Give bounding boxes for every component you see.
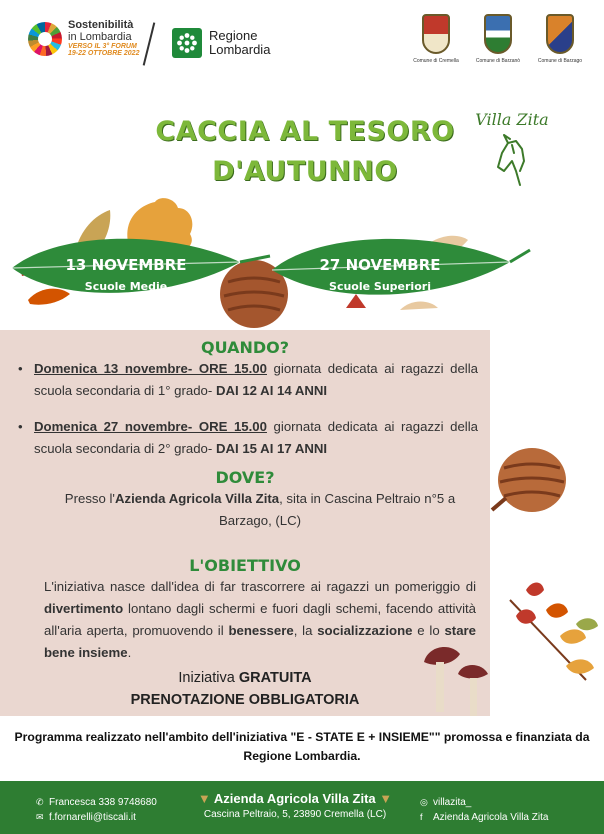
- autumn-branch-icon: [510, 583, 598, 681]
- facebook-icon: f: [420, 812, 423, 822]
- regione-line2: Lombardia: [209, 42, 271, 57]
- program-note: Programma realizzato nell'ambito dell'iniziativa "E - STATE E + INSIEME"" promossa e finanziata da Regione Lombardia.: [14, 730, 590, 763]
- red-leaf-icon: [346, 294, 366, 308]
- comuni-crests: [412, 14, 584, 64]
- crest-caption: Comune di Barzanò: [475, 58, 521, 64]
- dove-text: [40, 488, 480, 532]
- autumn-leaves-band: [0, 190, 604, 330]
- villa-zita-logo: [472, 110, 552, 192]
- sost-line2: in Lombardia: [68, 30, 132, 43]
- regione-text: [209, 29, 270, 58]
- facebook-text: Azienda Agricola Villa Zita: [433, 812, 549, 823]
- obiettivo-text-part: lontano dagli schermi e fuori dagli schemi, facendo attività all'aria aperta, promuovendo il: [44, 601, 476, 638]
- footer-phone: [36, 795, 157, 810]
- footer-company: [180, 791, 410, 820]
- horse-head-icon: [490, 131, 534, 187]
- barzago-shield-icon: [546, 14, 574, 54]
- quando-when: Domenica 27 novembre- ORE 15.00: [34, 419, 267, 434]
- footer-facebook: [420, 810, 548, 825]
- crest-icon: ▼: [379, 791, 393, 806]
- quando-ages: DAI 12 AI 14 ANNI: [215, 383, 328, 398]
- crest-barzago: [536, 14, 584, 64]
- dove-heading: DOVE?: [215, 468, 275, 487]
- villa-zita-name: Villa Zita: [475, 110, 549, 129]
- date-right: 27 NOVEMBRE: [319, 256, 441, 274]
- title-line2: D'AUTUNNO: [212, 156, 398, 187]
- iniziativa-line: [0, 670, 490, 686]
- quando-item: [18, 358, 478, 402]
- bullet-icon: •: [18, 361, 23, 376]
- pale-leaf-icon: [400, 302, 438, 311]
- company-name: [180, 791, 410, 806]
- sost-line3: VERSO IL 3° FORUM: [68, 43, 137, 51]
- obiettivo-text-part: e lo: [412, 623, 445, 638]
- sdg-wheel-icon: [28, 22, 62, 56]
- event-title: [110, 112, 500, 192]
- right-decorations: [486, 440, 604, 720]
- dove-post: , sita in Cascina Peltraio n°5 a Barzago, (LC): [218, 491, 456, 528]
- dove-place: Azienda Agricola Villa Zita: [114, 491, 280, 506]
- crest-barzano: [474, 14, 522, 64]
- bullet-icon: •: [18, 419, 23, 434]
- orange-leaf-icon: [28, 289, 70, 305]
- info-panel: [0, 330, 490, 716]
- sost-line4: 19-22 OTTOBRE 2022: [68, 50, 140, 58]
- footer: [0, 781, 604, 834]
- header-logos: [0, 0, 604, 85]
- footer-social: [420, 795, 548, 825]
- crest-cremella: [412, 14, 460, 64]
- title-line1: CACCIA AL TESORO: [155, 116, 455, 147]
- obiettivo-text-part: .: [127, 645, 132, 660]
- obiettivo-heading: L'OBIETTIVO: [189, 556, 301, 575]
- regione-line1: Regione: [209, 27, 258, 43]
- regione-rose-icon: [172, 28, 202, 58]
- obiettivo-bold: socializzazione: [317, 623, 413, 638]
- sostenibilita-logo: [28, 20, 139, 58]
- dove-pre: Presso l': [64, 491, 115, 506]
- quando-text: giornata dedicata ai ragazzi della scuola secondaria di 1° grado-: [34, 361, 478, 398]
- obiettivo-bold: divertimento: [44, 601, 124, 616]
- obiettivo-text: [44, 576, 476, 664]
- email-text: f.fornarelli@tiscali.it: [49, 812, 136, 823]
- school-right: Scuole Superiori: [329, 280, 431, 293]
- quando-text: giornata dedicata ai ragazzi della scuola secondaria di 2° grado-: [34, 419, 478, 456]
- quando-item: [18, 416, 478, 460]
- obiettivo-text-part: , la: [293, 623, 318, 638]
- crest-caption: Comune di Barzago: [537, 58, 583, 64]
- crest-caption: Comune di Cremella: [413, 58, 459, 64]
- phone-text: Francesca 338 9748680: [49, 797, 157, 808]
- booking-required: PRENOTAZIONE OBBLIGATORIA: [130, 692, 360, 708]
- sost-line1: Sostenibilità: [68, 19, 134, 31]
- phone-icon: ✆: [36, 797, 44, 807]
- obiettivo-text-part: L'iniziativa nasce dall'idea di far trascorrere ai ragazzi un pomeriggio di: [44, 579, 476, 594]
- crest-icon: ▼: [197, 791, 211, 806]
- header-divider: [143, 22, 156, 65]
- footer-instagram: [420, 795, 548, 810]
- mail-icon: ✉: [36, 812, 44, 822]
- date-left: 13 NOVEMBRE: [65, 256, 187, 274]
- school-left: Scuole Medie: [84, 280, 168, 293]
- obiettivo-bold: stare bene insieme: [44, 623, 476, 660]
- company-address: Cascina Peltraio, 5, 23890 Cremella (LC): [203, 809, 387, 820]
- iniziativa-free: GRATUITA: [238, 670, 312, 686]
- company-name-text: Azienda Agricola Villa Zita: [213, 791, 376, 806]
- pinecone-icon: [492, 448, 566, 512]
- cremella-shield-icon: [422, 14, 450, 54]
- sostenibilita-text: [68, 20, 139, 58]
- barzano-shield-icon: [484, 14, 512, 54]
- footer-contacts: [36, 795, 157, 825]
- mushrooms-icon: [420, 640, 496, 720]
- quando-when: Domenica 13 novembre- ORE 15.00: [34, 361, 267, 376]
- footer-email: [36, 810, 157, 825]
- quando-heading: QUANDO?: [200, 338, 290, 357]
- iniziativa-pre: Iniziativa: [178, 670, 239, 686]
- instagram-text: villazita_: [433, 797, 472, 808]
- obiettivo-bold: benessere: [228, 623, 294, 638]
- quando-ages: DAI 15 AI 17 ANNI: [215, 441, 328, 456]
- instagram-icon: ◎: [420, 797, 428, 807]
- regione-lombardia-logo: [172, 28, 270, 58]
